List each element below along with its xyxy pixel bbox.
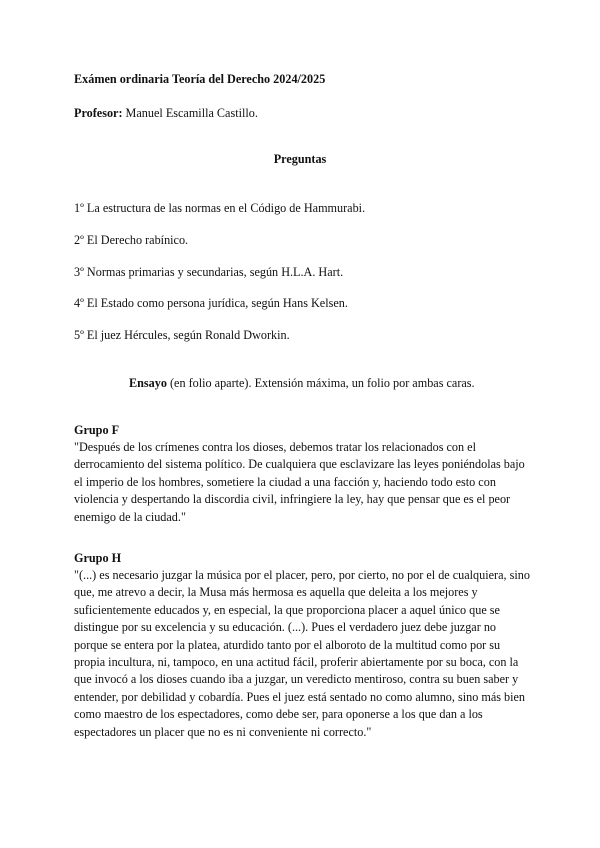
essay-label: Ensayo (129, 376, 167, 390)
quote-line: propia incultura, ni, tampoco, en una actitud fácil, proferir abiertamente por su boca, con la (74, 655, 519, 670)
quote-line: derrocamiento del sistema político. De cualquiera que esclavizare las leyes poniéndolas bajo (74, 457, 525, 472)
professor-label: Profesor: (74, 106, 123, 120)
quote-line: enemigo de la ciudad." (74, 509, 186, 524)
quote-line: porque se entera por la platea, aturdido tanto por el alboroto de la multitud como por su (74, 637, 501, 652)
quote-line: como maestro de los espectadores, como debe ser, para oponerse a los que dan a los (74, 707, 483, 722)
professor-name: Manuel Escamilla Castillo. (122, 106, 258, 120)
group-h-heading: Grupo H (74, 551, 122, 565)
essay-text: (en folio aparte). Extensión máxima, un folio por ambas caras. (166, 376, 475, 390)
quote-line: espectadores un placer que no es ni conveniente ni correcto." (74, 724, 372, 739)
group-f-quote (74, 439, 526, 526)
question-2: 2º El Derecho rabínico. (74, 233, 189, 247)
quote-line: entender, por debilidad y cobardía. Pues el juez está sentado no como alumno, sino más bien (74, 689, 526, 704)
quote-line: que invocó a los dioses cuando iba a juzgar, un veredicto mentiroso, contra su buen saber y (74, 672, 519, 687)
quote-line: distingue por su excelencia y su educación. (...). Pues el verdadero juez debe juzgar no (74, 620, 497, 635)
essay-line (129, 375, 475, 392)
questions-heading: Preguntas (273, 152, 327, 166)
question-3: 3º Normas primarias y secundarias, según H.L.A. Hart. (74, 265, 344, 279)
question-4: 4º El Estado como persona jurídica, según Hans Kelsen. (74, 296, 348, 310)
professor-line (74, 105, 258, 122)
question-1: 1º La estructura de las normas en el Código de Hammurabi. (74, 201, 366, 215)
group-f-heading: Grupo F (74, 423, 120, 437)
group-h-quote (74, 567, 530, 741)
exam-title: Exámen ordinaria Teoría del Derecho 2024/2025 (74, 72, 326, 86)
quote-line: suficientemente educados y, en especial, la que proporciona placer a aquel único que se (74, 602, 500, 617)
quote-line: violencia y despertando la discordia civil, infringiere la ley, hay que pensar que es el peor (74, 492, 511, 507)
quote-line: el imperio de los hombres, sometiere la ciudad a una facción y, haciendo todo esto con (74, 474, 496, 489)
quote-line: que, me atrevo a decir, la Musa más hermosa es aquella que deleita a los mejores y (74, 585, 478, 600)
question-5: 5º El juez Hércules, según Ronald Dworkin. (74, 328, 290, 342)
quote-line: "(...) es necesario juzgar la música por el placer, pero, por cierto, no por el de cualquiera, sino (74, 568, 530, 582)
quote-line: "Después de los crímenes contra los dioses, debemos tratar los relacionados con el (74, 440, 476, 454)
